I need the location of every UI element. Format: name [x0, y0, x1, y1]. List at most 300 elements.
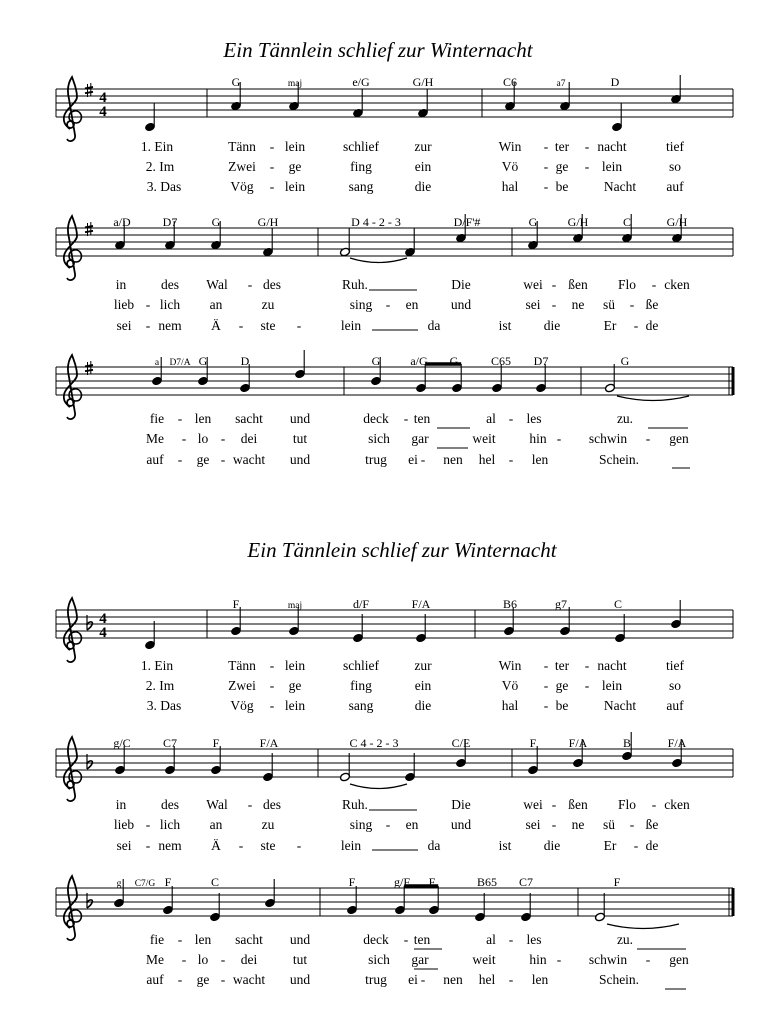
lyric-syllable: 3. Das	[146, 179, 182, 194]
lyric-syllable: nem	[158, 838, 182, 853]
lyric-syllable: ge	[555, 678, 569, 693]
note	[520, 893, 531, 922]
lyric-syllable: gen	[669, 431, 689, 446]
lyric-syllable: -	[181, 431, 187, 446]
lyric-syllable: -	[269, 698, 275, 713]
lyric-syllable: ge	[288, 678, 302, 693]
chord-symbol: C	[622, 215, 632, 229]
lyric-syllable: -	[385, 297, 391, 312]
chord-symbol: G/H	[257, 215, 279, 229]
lyric-syllable: Ä	[211, 838, 221, 853]
lyric-syllable: lein	[284, 698, 306, 713]
lyric-syllable: -	[181, 952, 187, 967]
lyric-syllable: Die	[451, 277, 471, 292]
sharp-icon	[85, 361, 93, 375]
chord-symbol: F	[348, 875, 356, 889]
lyric-syllable: 1. Ein	[140, 139, 174, 154]
staff-system	[56, 75, 733, 194]
lyric-syllable: ist	[498, 838, 512, 853]
lyric-syllable: -	[385, 817, 391, 832]
tie	[350, 258, 407, 263]
lyric-syllable: die	[543, 838, 561, 853]
lyric-syllable: hel	[478, 452, 496, 467]
chord-symbol: D	[610, 75, 620, 89]
tie	[617, 396, 689, 401]
lyric-syllable: trug	[365, 452, 387, 467]
lyric-syllable: fing	[350, 159, 372, 174]
lyric-syllable: -	[629, 817, 635, 832]
lyric-syllable: so	[668, 159, 682, 174]
lyric-syllable: -	[177, 932, 183, 947]
lyric-syllable: Tänn	[228, 139, 256, 154]
lyric-syllable: Vög	[230, 698, 254, 713]
lyric-syllable: Me	[146, 952, 164, 967]
lyric-syllable: -	[651, 277, 657, 292]
lyric-syllable: und	[289, 411, 311, 426]
lyric-syllable: -	[238, 838, 244, 853]
chord-symbol: C	[613, 597, 623, 611]
staff-system	[56, 732, 733, 853]
lyric-syllable: ste	[260, 318, 276, 333]
note	[614, 614, 625, 643]
lyric-syllable: -	[551, 277, 557, 292]
lyric-syllable: hin	[529, 431, 547, 446]
chord-symbol: D	[240, 354, 250, 368]
lyric-syllable: 2. Im	[145, 678, 175, 693]
note	[491, 364, 502, 393]
lyric-syllable: -	[296, 318, 302, 333]
lyric-syllable: des	[161, 277, 179, 292]
lyric-syllable: 2. Im	[145, 159, 175, 174]
treble-clef-icon	[64, 77, 82, 141]
lyric-syllable: Ä	[211, 318, 221, 333]
lyric-syllable: zu.	[616, 932, 634, 947]
lyric-syllable: -	[220, 452, 226, 467]
lyric-syllable: -	[247, 277, 253, 292]
lyric-syllable: lein	[284, 139, 306, 154]
lyric-syllable: Die	[451, 797, 471, 812]
note	[114, 746, 125, 775]
lyric-syllable: zur	[414, 658, 432, 673]
staff-system	[56, 597, 733, 713]
lyric-syllable: wacht	[232, 452, 266, 467]
lyric-syllable: -	[584, 678, 590, 693]
note	[164, 746, 175, 775]
lyric-syllable: Zwei	[228, 159, 256, 174]
lyric-syllable: -	[584, 658, 590, 673]
lyric-syllable: -	[556, 431, 562, 446]
chord-symbol: G	[371, 354, 381, 368]
lyric-syllable: -	[543, 179, 549, 194]
lyric-syllable: -	[177, 972, 183, 987]
lyric-syllable: -	[543, 658, 549, 673]
lyric-syllable: -	[508, 932, 514, 947]
lyric-syllable: -	[645, 431, 651, 446]
lyric-syllable: -	[403, 411, 409, 426]
lyric-syllable: Me	[146, 431, 164, 446]
sharp-icon	[85, 222, 93, 236]
lyric-syllable: Vö	[501, 678, 519, 693]
lyric-syllable: auf	[666, 179, 684, 194]
lyric-syllable: ein	[414, 159, 432, 174]
lyric-syllable: -	[220, 431, 226, 446]
lyric-syllable: zu	[261, 817, 275, 832]
lyric-syllable: wacht	[232, 972, 266, 987]
lyric-syllable: deck	[363, 932, 389, 947]
chord-symbol: g7	[555, 597, 567, 611]
lyric-syllable: ten	[413, 411, 431, 426]
treble-clef-icon	[64, 876, 82, 940]
lyric-syllable: zu	[261, 297, 275, 312]
lyric-syllable: wei	[523, 277, 543, 292]
lyric-syllable: tut	[292, 952, 308, 967]
lyric-syllable: sü	[602, 817, 616, 832]
lyric-syllable: -	[269, 159, 275, 174]
lyric-syllable: sich	[368, 431, 390, 446]
treble-clef-icon	[64, 216, 82, 280]
note	[594, 893, 605, 922]
lyric-syllable: Tänn	[228, 658, 256, 673]
lyric-syllable: dei	[240, 431, 258, 446]
lyric-syllable: -	[551, 817, 557, 832]
lyric-syllable: gar	[411, 952, 429, 967]
lyric-syllable: da	[427, 318, 441, 333]
lyric-syllable: -	[238, 318, 244, 333]
lyric-syllable: trug	[365, 972, 387, 987]
chord-symbol: G	[198, 354, 208, 368]
lyric-syllable: -	[543, 678, 549, 693]
lyric-syllable: nacht	[597, 139, 627, 154]
chord-symbol: D7/A	[169, 358, 191, 368]
chord-symbol: C7/G	[134, 879, 156, 889]
lyric-syllable: ter	[554, 658, 570, 673]
lyric-syllable: -	[633, 318, 639, 333]
chord-symbol: C/E	[451, 736, 471, 750]
chord-symbol: G	[449, 354, 459, 368]
time-signature-bottom: 4	[99, 625, 107, 641]
treble-clef-icon	[64, 737, 82, 801]
lyric-syllable: ge	[288, 159, 302, 174]
lyric-syllable: tief	[666, 139, 684, 154]
lyric-syllable: ei	[408, 972, 418, 987]
lyric-syllable: lieb	[113, 297, 135, 312]
lyric-syllable: an	[209, 817, 223, 832]
chord-symbol: F/A	[259, 736, 279, 750]
lyric-syllable: des	[263, 277, 281, 292]
lyric-syllable: ei	[408, 452, 418, 467]
tie	[350, 784, 407, 789]
chord-symbol: C65	[490, 354, 512, 368]
lyric-syllable: ßen	[568, 277, 588, 292]
lyric-syllable: -	[508, 411, 514, 426]
lyric-syllable: in	[115, 797, 127, 812]
chord-symbol: g	[116, 879, 122, 889]
lyric-syllable: cken	[664, 797, 690, 812]
lyric-syllable: -	[543, 698, 549, 713]
lyric-syllable: Wal	[206, 797, 228, 812]
chord-symbol: C7	[518, 875, 534, 889]
treble-clef-icon	[64, 598, 82, 662]
lyric-syllable: schwin	[588, 431, 628, 446]
lyric-syllable: -	[220, 972, 226, 987]
lyric-syllable: und	[289, 932, 311, 947]
lyric-syllable: be	[555, 179, 569, 194]
chord-symbol: d/F	[352, 597, 370, 611]
note	[239, 364, 250, 393]
lyric-syllable: ße	[645, 817, 659, 832]
lyric-syllable: Wal	[206, 277, 228, 292]
lyric-syllable: die	[414, 179, 432, 194]
lyric-syllable: und	[289, 452, 311, 467]
time-signature-top: 4	[99, 90, 107, 106]
lyric-syllable: gen	[669, 952, 689, 967]
chord-symbol: F	[613, 875, 621, 889]
lyric-syllable: wei	[523, 797, 543, 812]
lyric-syllable: ter	[554, 139, 570, 154]
note	[503, 607, 514, 636]
lyric-syllable: Ruh.	[342, 797, 368, 812]
lyric-syllable: nen	[443, 452, 463, 467]
chord-symbol: F	[212, 736, 220, 750]
lyric-syllable: Zwei	[228, 678, 256, 693]
lyric-syllable: ße	[645, 297, 659, 312]
chord-symbol: G	[211, 215, 221, 229]
lyric-syllable: Vög	[230, 179, 254, 194]
lyric-syllable: zu.	[616, 411, 634, 426]
lyric-syllable: -	[145, 838, 151, 853]
lyric-syllable: len	[531, 972, 549, 987]
lyric-syllable: al	[486, 932, 496, 947]
lyric-syllable: deck	[363, 411, 389, 426]
song-1	[56, 38, 733, 468]
lyric-syllable: Flo	[617, 797, 637, 812]
note	[474, 893, 485, 922]
lyric-syllable: sing	[349, 817, 373, 832]
lyric-syllable: auf	[146, 972, 164, 987]
lyric-syllable: lein	[340, 838, 362, 853]
chord-symbol: a	[154, 358, 160, 368]
lyric-syllable: -	[508, 972, 514, 987]
lyric-syllable: hin	[529, 952, 547, 967]
lyric-syllable: -	[651, 797, 657, 812]
note	[294, 350, 305, 379]
chord-symbol: C6	[502, 75, 518, 89]
lyric-syllable: sei	[116, 318, 132, 333]
lyric-syllable: -	[508, 452, 514, 467]
lyric-syllable: gar	[411, 431, 429, 446]
lyric-syllable: al	[486, 411, 496, 426]
lyric-syllable: lein	[284, 179, 306, 194]
lyric-syllable: und	[450, 817, 472, 832]
lyric-syllable: dei	[240, 952, 258, 967]
note	[394, 886, 405, 915]
lyric-syllable: -	[247, 797, 253, 812]
chord-symbol: F/A	[667, 736, 687, 750]
note	[559, 607, 570, 636]
lyric-syllable: -	[145, 318, 151, 333]
lyric-syllable: auf	[146, 452, 164, 467]
chord-symbol: D 4 - 2 - 3	[351, 215, 401, 229]
lyric-syllable: -	[269, 678, 275, 693]
chord-symbol: maj	[287, 79, 303, 89]
lyric-syllable: ge	[555, 159, 569, 174]
lyric-syllable: die	[543, 318, 561, 333]
lyric-syllable: tief	[666, 658, 684, 673]
chord-symbol: g/F	[393, 875, 411, 889]
lyric-syllable: fing	[350, 678, 372, 693]
lyric-syllable: lo	[197, 952, 209, 967]
chord-symbol: C	[210, 875, 220, 889]
lyric-syllable: des	[161, 797, 179, 812]
lyric-syllable: -	[269, 179, 275, 194]
chord-symbol: C 4 - 2 - 3	[349, 736, 399, 750]
chord-symbol: G	[528, 215, 538, 229]
lyric-syllable: lich	[159, 297, 181, 312]
chord-symbol: C7	[162, 736, 178, 750]
chord-symbol: F	[164, 875, 172, 889]
lyric-syllable: ge	[196, 972, 210, 987]
note	[162, 886, 173, 915]
lyric-syllable: zur	[414, 139, 432, 154]
lyric-syllable: sacht	[235, 411, 263, 426]
lyric-syllable: 3. Das	[146, 698, 182, 713]
lyric-syllable: schwin	[588, 952, 628, 967]
staff-system	[56, 875, 733, 989]
lyric-syllable: 1. Ein	[140, 658, 174, 673]
note	[352, 614, 363, 643]
note	[339, 753, 350, 782]
lyric-syllable: -	[551, 797, 557, 812]
chord-symbol: F	[232, 597, 240, 611]
lyric-syllable: schlief	[343, 139, 379, 154]
note	[262, 753, 273, 782]
lyric-syllable: sei	[525, 817, 541, 832]
lyric-syllable: lo	[197, 431, 209, 446]
chord-symbol: e/G	[352, 75, 370, 89]
lyric-syllable: -	[551, 297, 557, 312]
chord-symbol: maj	[287, 601, 303, 611]
chord-symbol: G/H	[567, 215, 589, 229]
lyric-syllable: lein	[284, 658, 306, 673]
lyric-syllable: -	[633, 838, 639, 853]
lyric-syllable: les	[526, 932, 542, 947]
song-title: Ein Tännlein schlief zur Winternacht	[247, 538, 557, 562]
note	[404, 753, 415, 782]
lyric-syllable: und	[289, 972, 311, 987]
chord-symbol: F	[428, 875, 436, 889]
lyric-syllable: auf	[666, 698, 684, 713]
lyric-syllable: -	[645, 952, 651, 967]
chord-symbol: a/G	[410, 354, 428, 368]
chord-symbol: D7	[533, 354, 549, 368]
chord-symbol: g/C	[113, 736, 131, 750]
time-signature-bottom: 4	[99, 104, 107, 120]
lyric-syllable: -	[177, 452, 183, 467]
lyric-syllable: len	[194, 411, 212, 426]
lyric-syllable: sang	[348, 179, 374, 194]
lyric-syllable: sang	[348, 698, 374, 713]
lyric-syllable: ge	[196, 452, 210, 467]
lyric-syllable: des	[263, 797, 281, 812]
lyric-syllable: und	[450, 297, 472, 312]
treble-clef-icon	[64, 355, 82, 419]
lyric-syllable: lein	[340, 318, 362, 333]
lyric-syllable: ne	[571, 817, 585, 832]
lyric-syllable: lein	[601, 159, 623, 174]
note	[428, 886, 439, 915]
lyric-syllable: lich	[159, 817, 181, 832]
lyric-syllable: -	[556, 952, 562, 967]
lyric-syllable: Win	[498, 139, 522, 154]
lyric-syllable: ist	[498, 318, 512, 333]
note	[209, 893, 220, 922]
note	[415, 364, 426, 393]
lyric-syllable: sich	[368, 952, 390, 967]
lyric-syllable: nem	[158, 318, 182, 333]
lyric-syllable: sacht	[235, 932, 263, 947]
lyric-syllable: be	[555, 698, 569, 713]
lyric-syllable: hel	[478, 972, 496, 987]
chord-symbol: a/D	[113, 215, 131, 229]
lyric-syllable: Flo	[617, 277, 637, 292]
lyric-syllable: Schein.	[598, 972, 640, 987]
note	[288, 607, 299, 636]
lyric-syllable: die	[414, 698, 432, 713]
staff-system	[56, 350, 733, 468]
time-signature-top: 4	[99, 611, 107, 627]
chord-symbol: B65	[476, 875, 498, 889]
lyric-syllable: Schein.	[598, 452, 640, 467]
lyric-syllable: Ruh.	[342, 277, 368, 292]
lyric-syllable: -	[420, 972, 426, 987]
lyric-syllable: de	[645, 838, 659, 853]
chord-symbol: G	[231, 75, 241, 89]
chord-symbol: D7	[162, 215, 178, 229]
lyric-syllable: len	[531, 452, 549, 467]
lyric-syllable: -	[543, 139, 549, 154]
lyric-syllable: -	[543, 159, 549, 174]
lyric-syllable: so	[668, 678, 682, 693]
lyric-syllable: fie	[149, 411, 165, 426]
staff-system	[56, 214, 733, 333]
note	[670, 600, 681, 629]
lyric-syllable: -	[420, 452, 426, 467]
lyric-syllable: sing	[349, 297, 373, 312]
chord-symbol: G/H	[412, 75, 434, 89]
note	[264, 879, 275, 908]
lyric-syllable: -	[145, 297, 151, 312]
lyric-syllable: da	[427, 838, 441, 853]
lyric-syllable: -	[220, 952, 226, 967]
lyric-syllable: -	[177, 411, 183, 426]
lyric-syllable: cken	[664, 277, 690, 292]
lyric-syllable: lein	[601, 678, 623, 693]
lyric-syllable: weit	[472, 431, 496, 446]
lyric-syllable: an	[209, 297, 223, 312]
lyric-syllable: -	[145, 817, 151, 832]
lyric-syllable: Vö	[501, 159, 519, 174]
chord-symbol: F	[529, 736, 537, 750]
lyric-syllable: -	[269, 139, 275, 154]
chord-symbol: G/H	[666, 215, 688, 229]
note	[415, 614, 426, 643]
lyric-syllable: len	[194, 932, 212, 947]
lyric-syllable: weit	[472, 952, 496, 967]
lyric-syllable: en	[405, 817, 419, 832]
chord-symbol: B	[622, 736, 632, 750]
lyric-syllable: de	[645, 318, 659, 333]
note	[535, 364, 546, 393]
